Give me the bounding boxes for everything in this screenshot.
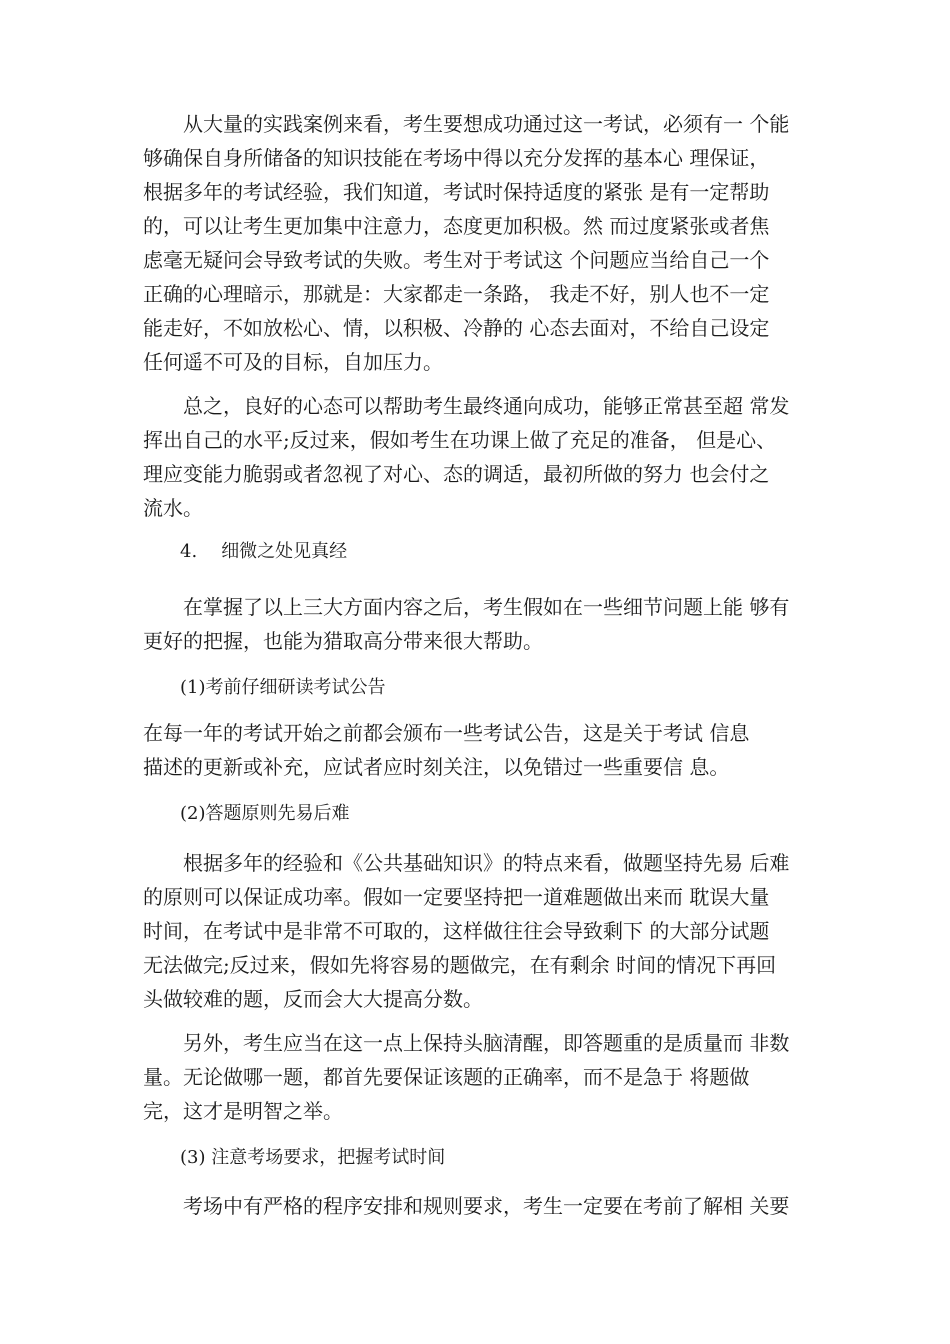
text-line: 时间，在考试中是非常不可取的，这样做往往会导致剩下 的大部分试题: [143, 919, 770, 943]
text-line: 量。无论做哪一题，都首先要保证该题的正确率，而不是急于 将题做: [143, 1065, 750, 1089]
text-line: 能走好，不如放松心、情，以积极、冷静的 心态去面对，不给自己设定: [143, 316, 770, 340]
text-line: 虑毫无疑问会导致考试的失败。考生对于考试这 个问题应当给自己一个: [143, 248, 770, 272]
item-title: (3) 注意考场要求，把握考试时间: [180, 1147, 446, 1168]
section-number: 4.: [180, 541, 198, 562]
text-line: 无法做完;反过来，假如先将容易的题做完，在有剩余 时间的情况下再回: [143, 953, 777, 977]
item-heading-2: [180, 799, 350, 829]
text-line: 头做较难的题，反而会大大提高分数。: [143, 987, 483, 1011]
text-line: 完，这才是明智之举。: [143, 1099, 343, 1123]
text-line: 够确保自身所储备的知识技能在考场中得以充分发挥的基本心 理保证，: [143, 146, 770, 170]
item-title: (1)考前仔细研读考试公告: [180, 677, 386, 698]
text-line: 根据多年的经验和《公共基础知识》的特点来看，做题坚持先易 后难: [143, 851, 790, 875]
text-line: 的，可以让考生更加集中注意力，态度更加积极。然 而过度紧张或者焦: [143, 214, 770, 238]
item-heading-3: [180, 1143, 445, 1173]
paragraph-conclusion: [143, 389, 843, 525]
section-heading-4: [180, 537, 347, 567]
item-title: (2)答题原则先易后难: [180, 803, 350, 824]
item-heading-1: [180, 673, 386, 703]
paragraph-quality: [143, 1026, 843, 1128]
paragraph-announcements: [143, 716, 843, 784]
text-line: 在掌握了以上三大方面内容之后，考生假如在一些细节问题上能 够有: [143, 595, 790, 619]
paragraph-exam-rules: [143, 1189, 843, 1223]
text-line: 总之，良好的心态可以帮助考生最终通向成功，能够正常甚至超 常发: [143, 394, 790, 418]
text-line: 描述的更新或补充，应试者应时刻关注，以免错过一些重要信 息。: [143, 755, 730, 779]
text-line: 的原则可以保证成功率。假如一定要坚持把一道难题做出来而 耽误大量: [143, 885, 770, 909]
section-title: 细微之处见真经: [221, 541, 348, 562]
text-line: 任何遥不可及的目标，自加压力。: [143, 350, 443, 374]
text-line: 从大量的实践案例来看，考生要想成功通过这一考试，必须有一 个能: [143, 112, 790, 136]
text-line: 另外，考生应当在这一点上保持头脑清醒，即答题重的是质量而 非数: [143, 1031, 790, 1055]
text-line: 在每一年的考试开始之前都会颁布一些考试公告，这是关于考试 信息: [143, 721, 750, 745]
text-line: 正确的心理暗示，那就是：大家都走一条路， 我走不好，别人也不一定: [143, 282, 770, 306]
text-line: 更好的把握，也能为猎取高分带来很大帮助。: [143, 629, 543, 653]
text-line: 根据多年的考试经验，我们知道，考试时保持适度的紧张 是有一定帮助: [143, 180, 770, 204]
text-line: 考场中有严格的程序安排和规则要求，考生一定要在考前了解相 关要: [143, 1194, 790, 1218]
text-line: 挥出自己的水平;反过来，假如考生在功课上做了充足的准备， 但是心、: [143, 428, 777, 452]
text-line: 理应变能力脆弱或者忽视了对心、态的调适，最初所做的努力 也会付之: [143, 462, 770, 486]
paragraph-mindset: [143, 107, 843, 379]
text-line: 流水。: [143, 496, 203, 520]
paragraph-details-intro: [143, 590, 843, 658]
paragraph-easy-first: [143, 846, 843, 1016]
